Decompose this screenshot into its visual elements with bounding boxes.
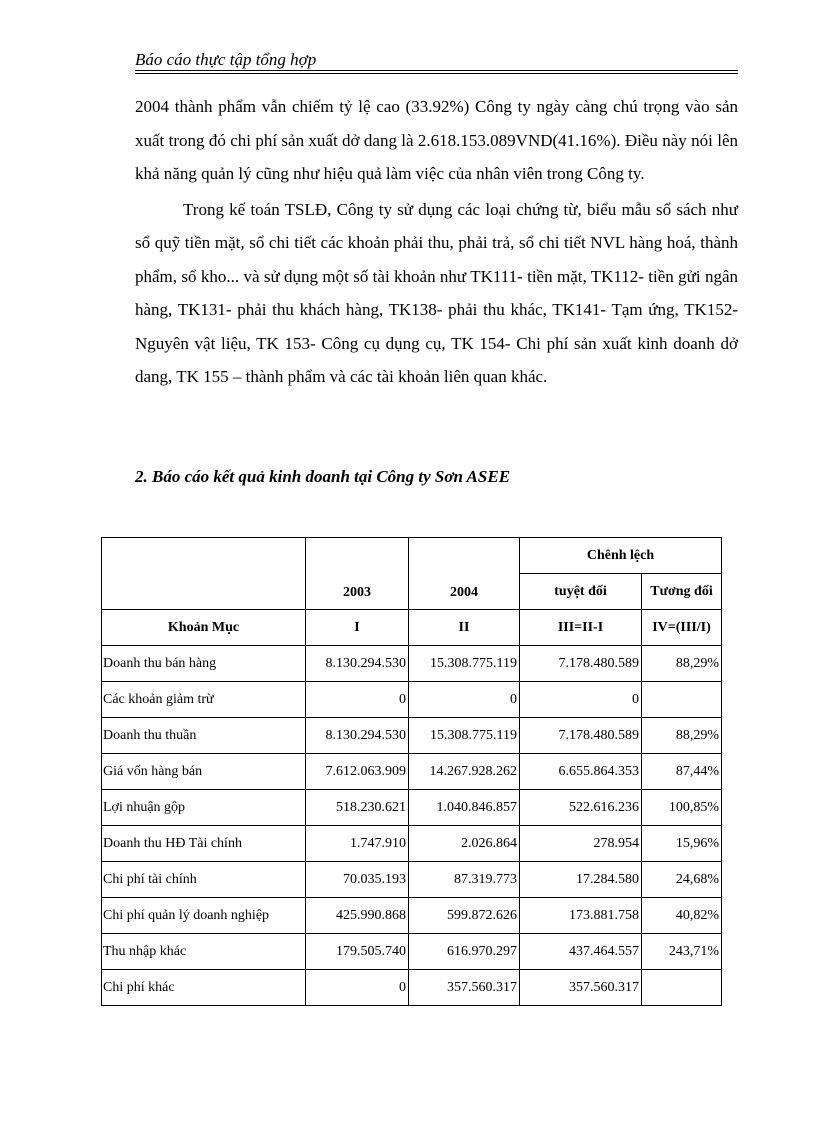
- row-value-relative: 87,44%: [642, 754, 722, 790]
- row-value-absolute: 173.881.758: [520, 898, 642, 934]
- body-paragraph-2: Trong kế toán TSLĐ, Công ty sử dụng các loại chứng từ, biểu mẫu sổ sách như sổ quỹ tiền mặt, sổ chi tiết các khoản phải thu, phải trả, sổ chi tiết NVL hàng hoá, thành phẩm, sổ kho... và sử dụng một số tài khoản như TK111- tiền mặt, TK112- tiền gửi ngân hàng, TK131- phải thu khách hàng, TK138- phải thu khác, TK141- Tạm ứng, TK152- Nguyên vật liệu, TK 153- Công cụ dụng cụ, TK 154- Chi phí sản xuất kinh doanh dở dang, TK 155 – thành phẩm và các tài khoản liên quan khác.: [135, 199, 738, 386]
- table-header-row-1: [102, 538, 722, 574]
- row-value-2003: 7.612.063.909: [306, 754, 409, 790]
- table-row: [102, 970, 722, 1006]
- row-value-2004: 2.026.864: [409, 826, 520, 862]
- row-label: Doanh thu HĐ Tài chính: [102, 826, 306, 862]
- row-value-relative: 24,68%: [642, 862, 722, 898]
- row-value-2003: 518.230.621: [306, 790, 409, 826]
- row-label: Thu nhập khác: [102, 934, 306, 970]
- body-paragraph-1: 2004 thành phẩm vẫn chiếm tỷ lệ cao (33.92%) Công ty ngày càng chú trọng vào sản xuất trong đó chi phí sản xuất dở dang là 2.618.153.089VND(41.16%). Điều này nói lên khả năng quản lý cũng như hiệu quả làm việc của nhân viên trong Công ty.: [135, 97, 738, 183]
- table-row: [102, 682, 722, 718]
- header-absolute: tuyệt đối: [520, 574, 642, 610]
- row-value-2004: 357.560.317: [409, 970, 520, 1006]
- header-rule-top: [135, 70, 738, 71]
- row-label: Chi phí tài chính: [102, 862, 306, 898]
- row-value-absolute: 437.464.557: [520, 934, 642, 970]
- row-value-relative: 88,29%: [642, 646, 722, 682]
- header-item: Khoản Mục: [102, 610, 306, 646]
- row-value-2003: 1.747.910: [306, 826, 409, 862]
- row-value-relative: 15,96%: [642, 826, 722, 862]
- table-header-row-3: [102, 610, 722, 646]
- body-text: [135, 90, 738, 394]
- section-title: 2. Báo cáo kết quả kinh doanh tại Công ty Sơn ASEE: [135, 467, 511, 486]
- row-value-absolute: 522.616.236: [520, 790, 642, 826]
- row-value-relative: 100,85%: [642, 790, 722, 826]
- table-row: [102, 754, 722, 790]
- row-value-absolute: 6.655.864.353: [520, 754, 642, 790]
- row-value-2003: 179.505.740: [306, 934, 409, 970]
- row-value-2003: 8.130.294.530: [306, 646, 409, 682]
- row-value-absolute: 17.284.580: [520, 862, 642, 898]
- header-rule-bottom: [135, 73, 738, 74]
- row-label: Chi phí khác: [102, 970, 306, 1006]
- row-value-2004: 616.970.297: [409, 934, 520, 970]
- row-value-2003: 0: [306, 682, 409, 718]
- row-value-2004: 1.040.846.857: [409, 790, 520, 826]
- header-2004: 2004: [409, 538, 520, 610]
- row-label: Lợi nhuận gộp: [102, 790, 306, 826]
- table-row: [102, 898, 722, 934]
- row-label: Các khoản giảm trừ: [102, 682, 306, 718]
- table-row: [102, 934, 722, 970]
- row-value-2004: 14.267.928.262: [409, 754, 520, 790]
- table-row: [102, 718, 722, 754]
- header-code-2004: II: [409, 610, 520, 646]
- row-value-2003: 425.990.868: [306, 898, 409, 934]
- row-value-relative: [642, 970, 722, 1006]
- row-value-relative: [642, 682, 722, 718]
- row-value-absolute: 7.178.480.589: [520, 718, 642, 754]
- table-row: [102, 826, 722, 862]
- row-value-absolute: 0: [520, 682, 642, 718]
- row-value-2004: 15.308.775.119: [409, 718, 520, 754]
- header-code-2003: I: [306, 610, 409, 646]
- row-value-2003: 8.130.294.530: [306, 718, 409, 754]
- row-label: Doanh thu bán hàng: [102, 646, 306, 682]
- row-value-2004: 15.308.775.119: [409, 646, 520, 682]
- header-item-empty: [102, 538, 306, 610]
- row-value-relative: 88,29%: [642, 718, 722, 754]
- row-value-2004: 87.319.773: [409, 862, 520, 898]
- row-value-relative: 243,71%: [642, 934, 722, 970]
- table-row: [102, 862, 722, 898]
- header-relative: Tương đối: [642, 574, 722, 610]
- row-value-absolute: 357.560.317: [520, 970, 642, 1006]
- income-statement-table: [101, 537, 722, 1006]
- header-2003: 2003: [306, 538, 409, 610]
- row-value-absolute: 7.178.480.589: [520, 646, 642, 682]
- header-code-relative: IV=(III/I): [642, 610, 722, 646]
- table-row: [102, 790, 722, 826]
- row-label: Doanh thu thuần: [102, 718, 306, 754]
- header-code-absolute: III=II-I: [520, 610, 642, 646]
- row-value-2004: 0: [409, 682, 520, 718]
- row-value-relative: 40,82%: [642, 898, 722, 934]
- header-difference: Chênh lệch: [520, 538, 722, 574]
- page-header-title: Báo cáo thực tập tổng hợp: [135, 50, 317, 69]
- row-value-2003: 0: [306, 970, 409, 1006]
- row-value-2003: 70.035.193: [306, 862, 409, 898]
- row-label: Chi phí quản lý doanh nghiệp: [102, 898, 306, 934]
- row-value-2004: 599.872.626: [409, 898, 520, 934]
- table-row: [102, 646, 722, 682]
- row-value-absolute: 278.954: [520, 826, 642, 862]
- row-label: Giá vốn hàng bán: [102, 754, 306, 790]
